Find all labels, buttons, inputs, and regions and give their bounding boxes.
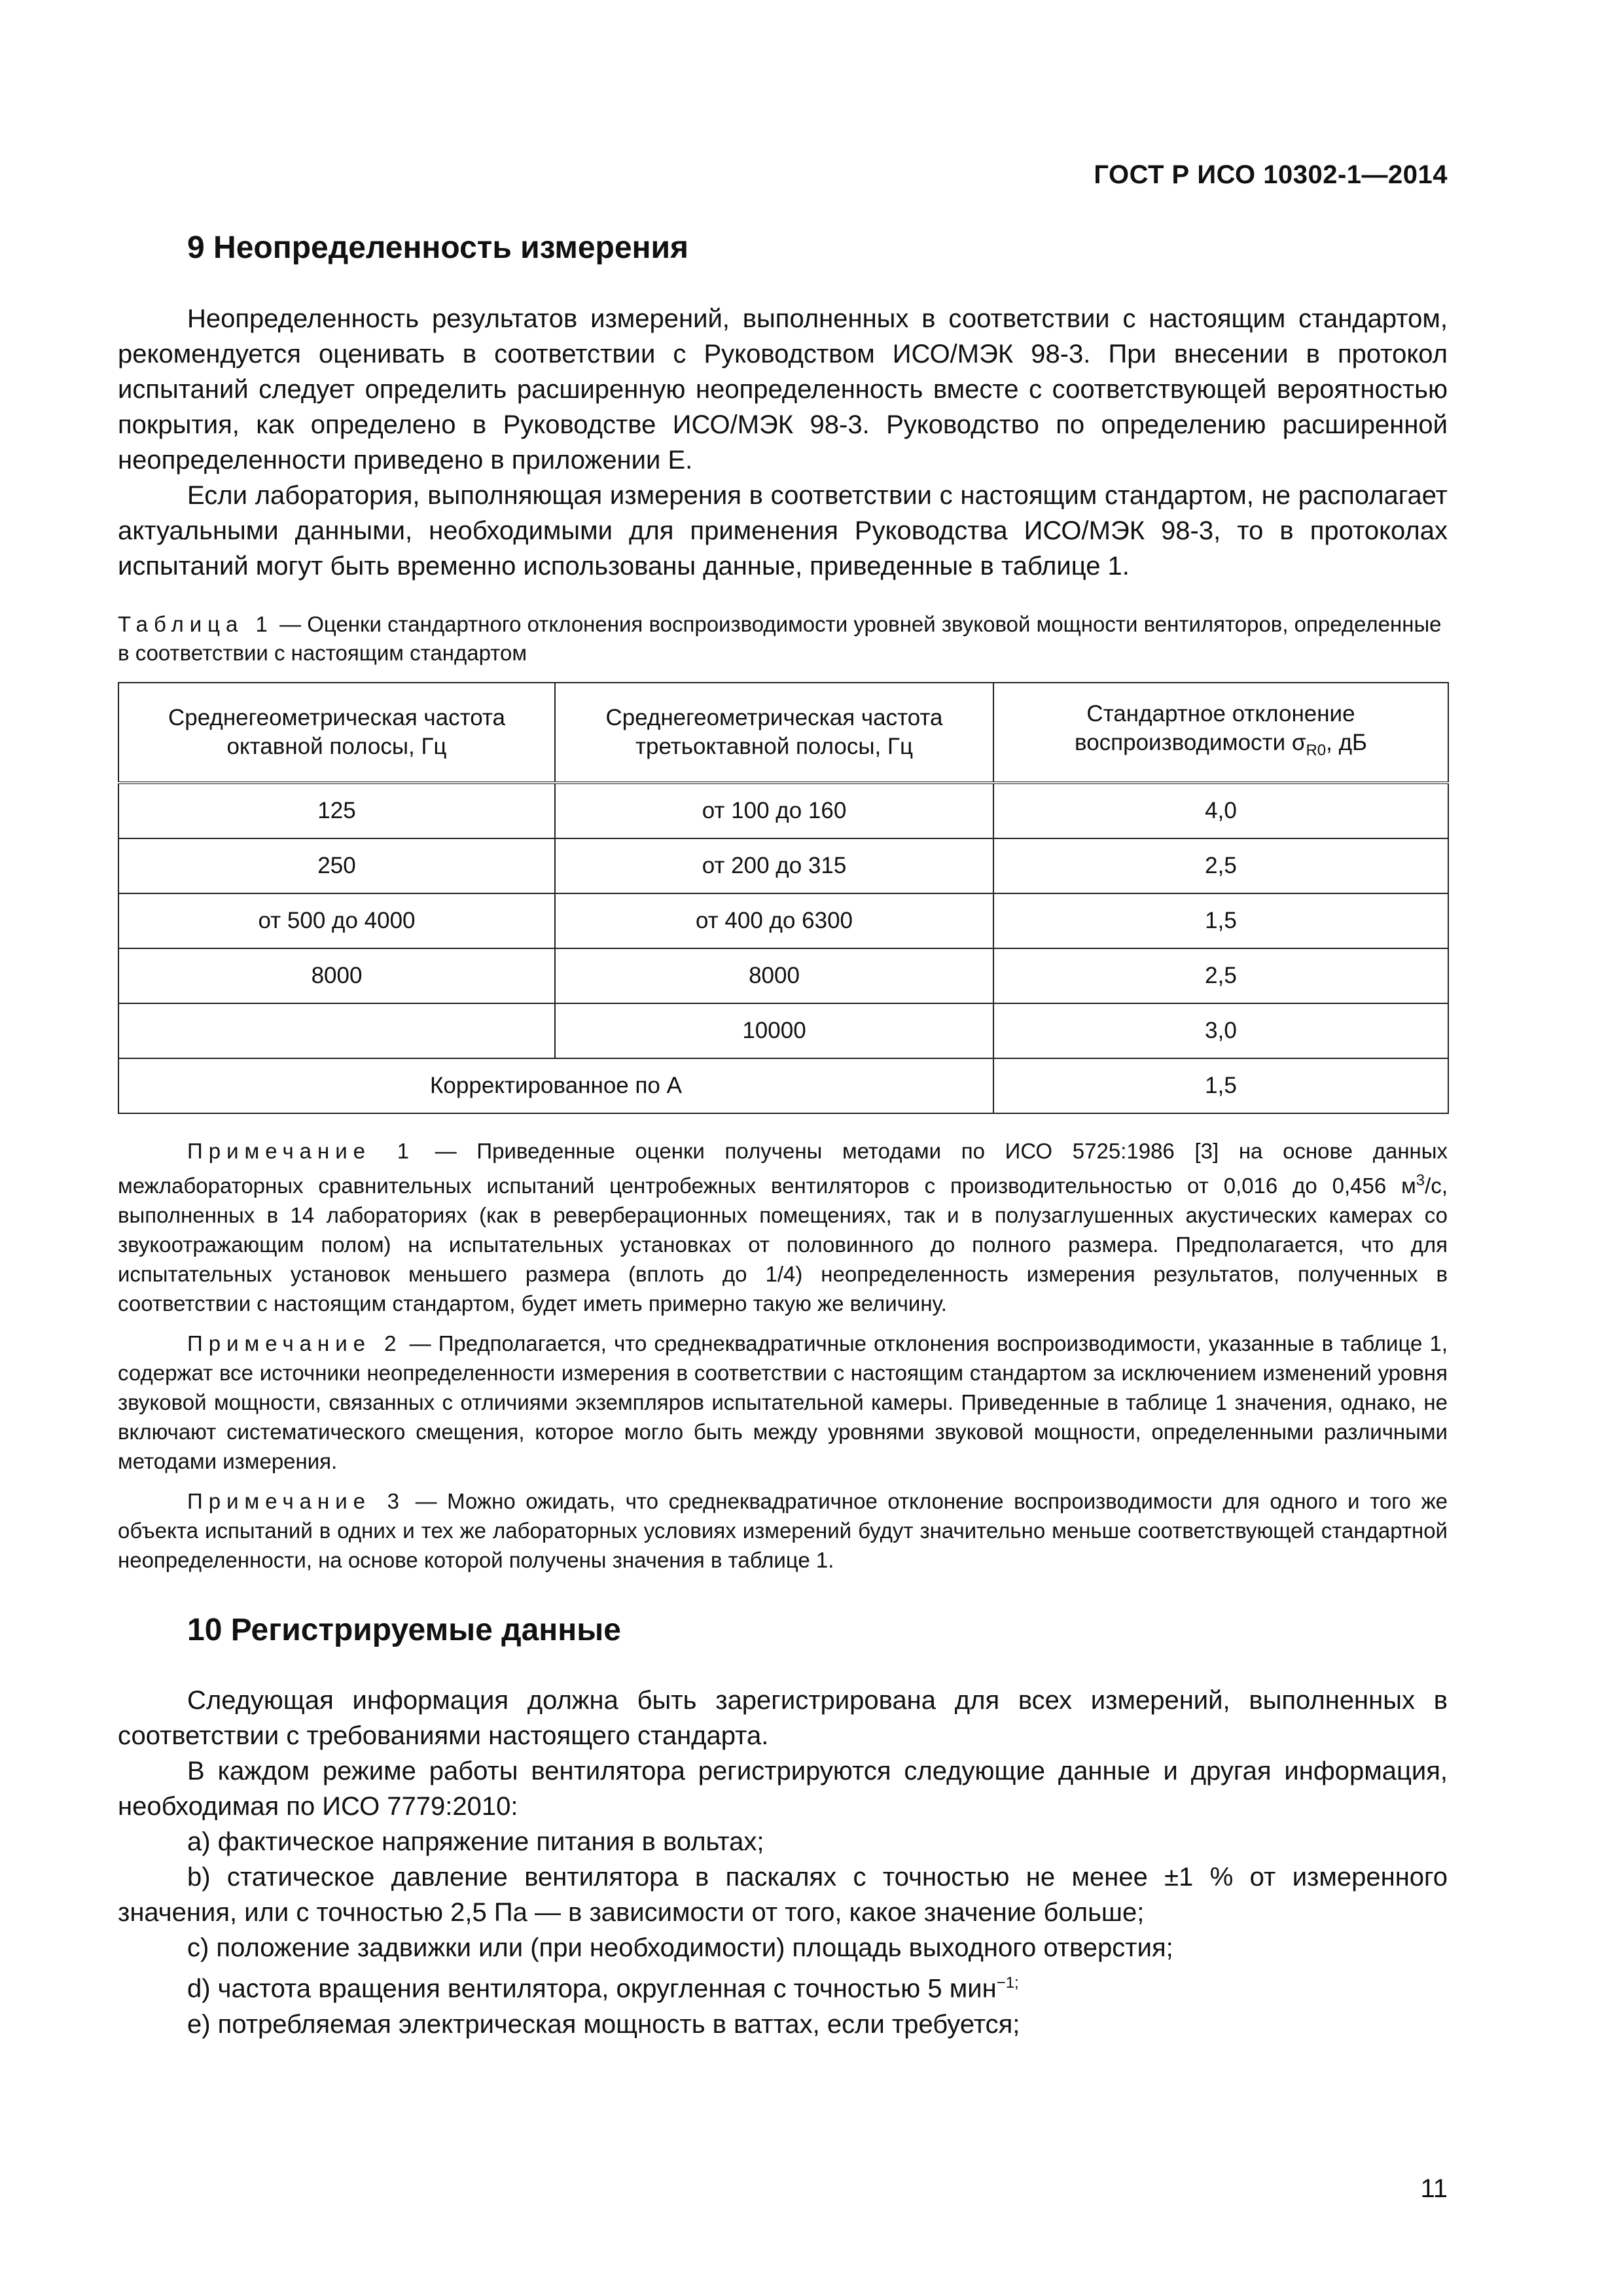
header-third-octave-band: Среднегеометрическая частота третьоктавной полосы, Гц	[555, 683, 993, 783]
list-item: b) статическое давление вентилятора в паскалях с точностью не менее ±1 % от измеренного значения, или с точностью 2,5 Па — в зависимости от того, какое значение больше;	[118, 1863, 1448, 1928]
note-label: Примечание 3	[187, 1488, 405, 1513]
page-number: 11	[1420, 2174, 1448, 2203]
note-label: Примечание 1	[187, 1138, 416, 1163]
table-cell: 2,5	[993, 948, 1448, 1003]
table-row	[118, 783, 1448, 838]
table-row	[118, 893, 1448, 948]
section-10-paragraph: Следующая информация должна быть зарегистрирована для всех измерений, выполненных в соответствии с требованиями настоящего стандарта.	[118, 1686, 1448, 1751]
table-caption-text: — Оценки стандартного отклонения воспроизводимости уровней звуковой мощности вентиляторов, определенные в соответствии с настоящим стандартом	[118, 611, 1442, 665]
list-item: е) потребляемая электрическая мощность в ваттах, если требуется;	[187, 2009, 1020, 2039]
table-cell: 3,0	[993, 1003, 1448, 1058]
note-2: Примечание 2 — Предполагается, что среднеквадратичные отклонения воспроизводимости, указанные в таблице 1, содержат все источники неопределенности измерения в соответствии с настоящим стандартом за исключением изменений уровня звуковой мощности, связанных с отличиями экземпляров испытательной камеры. Приведенные в таблице 1 значения, однако, не включают систематического смещения, которое могло быть между уровнями звуковой мощности, определенными различными методами измерения.	[118, 1331, 1448, 1473]
table-cell: 2,5	[993, 838, 1448, 893]
header-std-deviation: Стандартное отклонение воспроизводимости $\sigma_{R0}$, дБ	[993, 683, 1448, 783]
section-10-title: 10 Регистрируемые данные	[187, 1612, 621, 1647]
table-row-a-weighted	[118, 1058, 1448, 1113]
table-header-row	[118, 683, 1448, 783]
table-cell: 1,5	[993, 1058, 1448, 1113]
list-item: d) частота вращения вентилятора, округленная с точностью 5 мин$^{-1;}$	[187, 1974, 1019, 2003]
table-caption-label: Таблица 1	[118, 611, 274, 636]
table-cell: 8000	[118, 948, 555, 1003]
table-cell: от 200 до 315	[555, 838, 993, 893]
data-list	[118, 1824, 1448, 2041]
table-cell: 10000	[555, 1003, 993, 1058]
table-cell: 1,5	[993, 893, 1448, 948]
table-cell: 125	[118, 783, 555, 838]
table-caption	[118, 610, 1448, 668]
section-10-paragraph: В каждом режиме работы вентилятора регистрируются следующие данные и другая информация, необходимая по ИСО 7779:2010:	[118, 1757, 1448, 1821]
table-cell: 4,0	[993, 783, 1448, 838]
list-item: с) положение задвижки или (при необходимости) площадь выходного отверстия;	[187, 1933, 1173, 1963]
section-9-paragraph: Если лаборатория, выполняющая измерения в соответствии с настоящим стандартом, не располагает актуальными данными, необходимыми для применения Руководства ИСО/МЭК 98-3, то в протоколах испытаний могут быть временно использованы данные, приведенные в таблице 1.	[118, 480, 1448, 581]
section-9-paragraph: Неопределенность результатов измерений, выполненных в соответствии с настоящим стандартом, рекомендуется оценивать в соответствии с Руководством ИСО/МЭК 98-3. При внесении в протокол испытаний следует определить расширенную неопределенность вместе с соответствующей вероятностью покрытия, как определено в Руководстве ИСО/МЭК 98-3. Руководство по определению расширенной неопределенности приведено в приложении Е.	[118, 304, 1448, 475]
table-row	[118, 1003, 1448, 1058]
table-cell: 250	[118, 838, 555, 893]
section-9-title: 9 Неопределенность измерения	[187, 230, 689, 265]
list-item: а) фактическое напряжение питания в вольтах;	[187, 1827, 764, 1857]
note-1: Примечание 1 — Приведенные оценки получены методами по ИСО 5725:1986 [3] на основе данных межлабораторных сравнительных испытаний центробежных вентиляторов с производительностью от 0,016 до 0,456 $м^3/с$, выполненных в 14 лабораториях (как в реверберационных помещениях, так и в полузаглушенных акустических камерах со звукоотражающим полом) на испытательных установках от половинного до полного размера. Предполагается, что для испытательных установок меньшего размера (вплоть до 1/4) неопределенность измерения результатов, полученных в соответствии с настоящим стандартом, будет иметь примерно такую же величину.	[118, 1138, 1448, 1316]
document-code-header: ГОСТ Р ИСО 10302-1—2014	[1094, 160, 1448, 189]
table-1	[118, 682, 1449, 1114]
page-content	[118, 229, 1448, 2042]
table-cell: 8000	[555, 948, 993, 1003]
table-cell: от 500 до 4000	[118, 893, 555, 948]
header-octave-band: Среднегеометрическая частота октавной полосы, Гц	[118, 683, 555, 783]
table-cell: от 400 до 6300	[555, 893, 993, 948]
table-cell	[118, 1003, 555, 1058]
table-row	[118, 838, 1448, 893]
table-cell: Корректированное по А	[118, 1058, 993, 1113]
table-cell: от 100 до 160	[555, 783, 993, 838]
note-3: Примечание 3 — Можно ожидать, что среднеквадратичное отклонение воспроизводимости для одного и того же объекта испытаний в одних и тех же лабораторных условиях измерений будут значительно меньше соответствующей стандартной неопределенности, на основе которой получены значения в таблице 1.	[118, 1488, 1448, 1572]
table-row	[118, 948, 1448, 1003]
note-label: Примечание 2	[187, 1331, 402, 1355]
table-notes	[118, 1136, 1448, 1575]
